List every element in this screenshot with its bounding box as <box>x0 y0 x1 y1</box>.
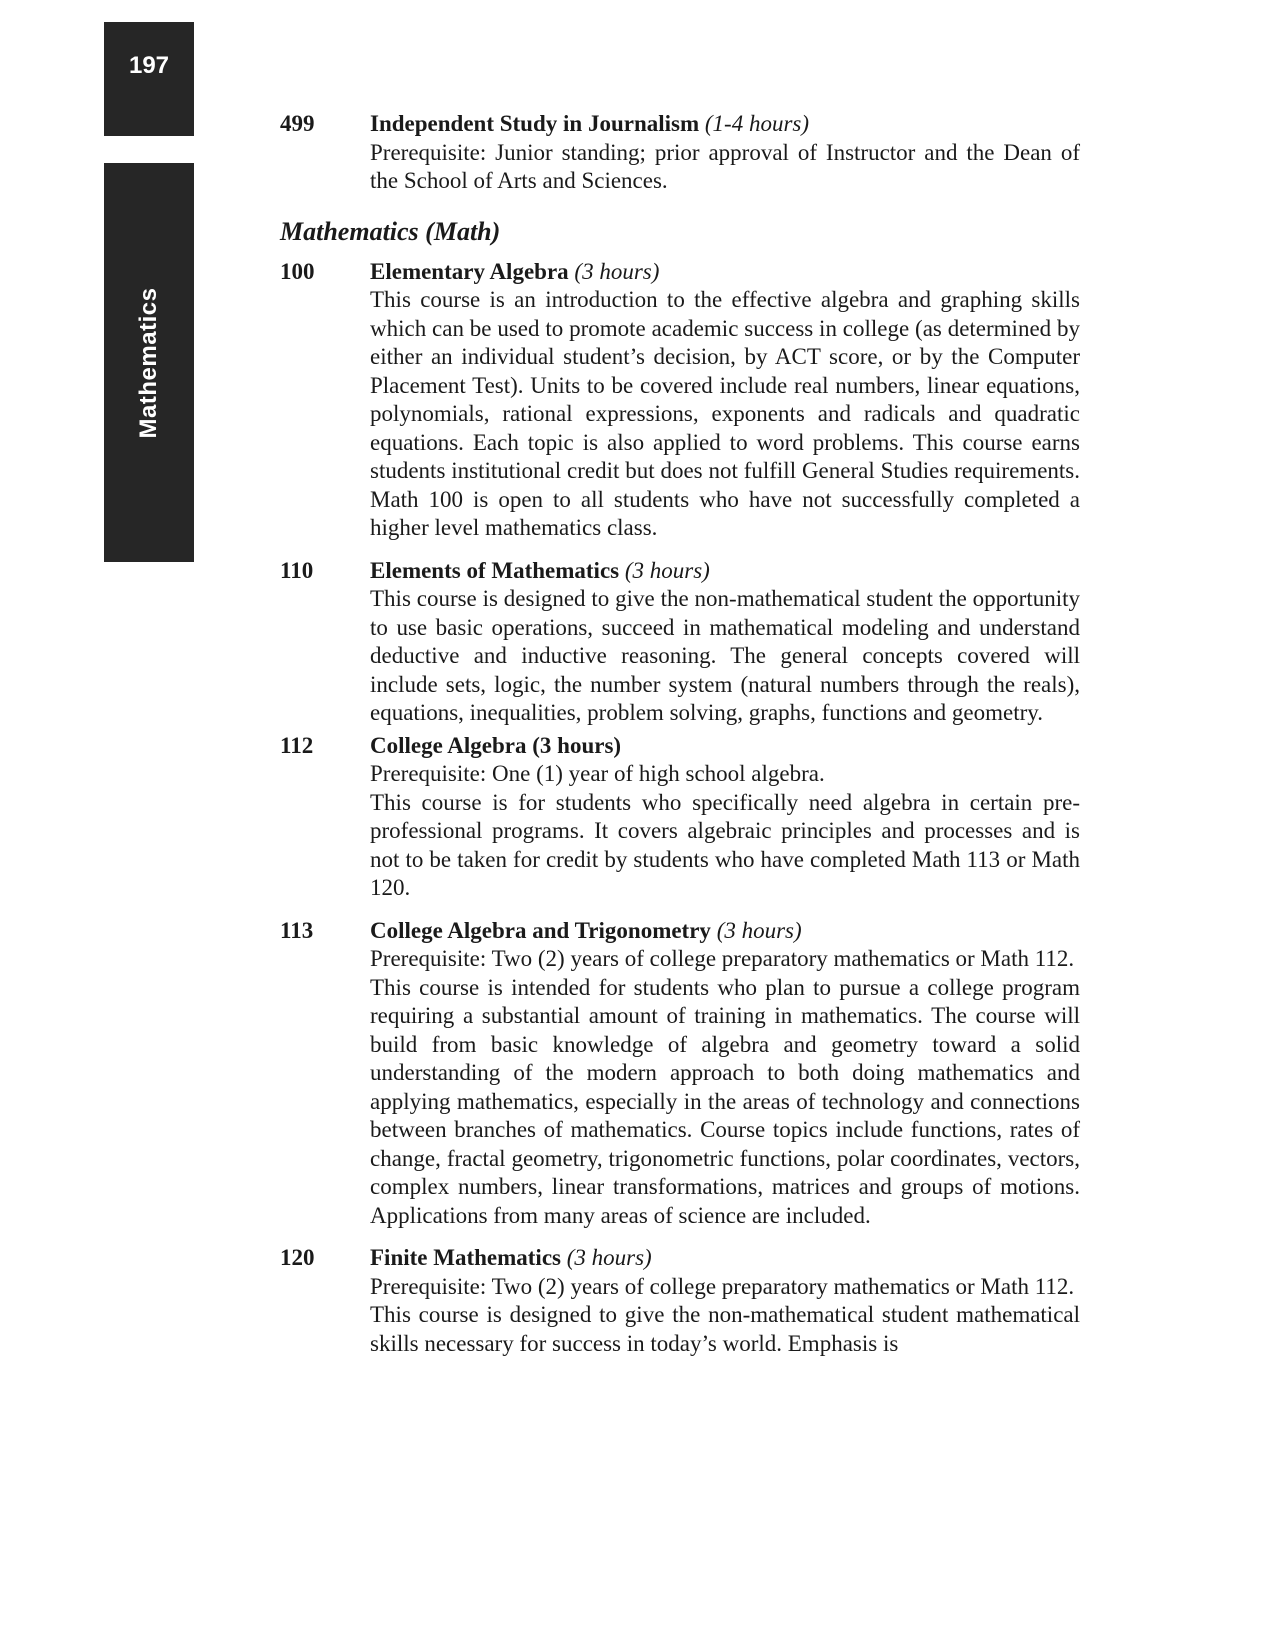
course-prerequisite: Prerequisite: Two (2) years of college preparatory mathematics or Math 112. <box>370 946 1075 971</box>
course-entry-113 <box>280 917 1080 1231</box>
course-hours: (3 hours) <box>532 732 622 758</box>
course-title: College Algebra <box>370 732 527 758</box>
course-number: 100 <box>280 258 315 284</box>
course-number: 110 <box>280 557 314 583</box>
course-description: This course is designed to give the non-mathematical student the opportunity to use basic operations, succeed in mathematical modeling and understand deductive and inductive reasoning. The general concepts covered will include sets, logic, the number system (natural numbers through the reals), equations, inequalities, problem solving, graphs, functions and geometry. <box>370 586 1080 725</box>
course-description: This course is an introduction to the effective algebra and graphing skills which can be used to promote academic success in college (as determined by either an individual student’s decision, by ACT score, or by the Computer Placement Test). Units to be covered include real numbers, linear equations, polynomials, rational expressions, exponents and radicals and quadratic equations. Each topic is also applied to word problems. This course earns students institutional credit but does not fulfill General Studies requirements. Math 100 is open to all students who have not successfully completed a higher level mathematics class. <box>370 287 1080 540</box>
course-title-line <box>370 1244 1080 1273</box>
course-number: 120 <box>280 1245 315 1270</box>
course-entry-499 <box>280 110 1080 196</box>
page-number: 197 <box>128 52 170 79</box>
course-description: This course is for students who specifically need algebra in certain pre-professional programs. It covers algebraic principles and processes and is not to be taken for credit by students who have completed Math 113 or Math 120. <box>370 789 1080 900</box>
course-hours: (3 hours) <box>566 1245 652 1270</box>
page-number-tab <box>104 22 194 136</box>
course-body <box>370 732 1080 903</box>
course-description: This course is designed to give the non-mathematical student mathematical skills necessary for success in today’s world. Emphasis is <box>370 1302 1080 1356</box>
section-tab <box>104 163 194 562</box>
course-hours: (3 hours) <box>716 917 802 943</box>
course-description: This course is intended for students who plan to pursue a college program requiring a substantial amount of training in mathematics. The course will build from basic knowledge of algebra and geometry toward a solid understanding of the modern approach to both doing mathematics and applying mathematics, especially in the areas of technology and connections between branches of mathematics. Course topics include functions, rates of change, fractal geometry, trigonometric functions, polar coordinates, vectors, complex numbers, linear transformations, matrices and groups of motions. Applications from many areas of science are included. <box>370 974 1080 1228</box>
course-entry-112 <box>280 732 1080 903</box>
course-prerequisite: Prerequisite: Two (2) years of college preparatory mathematics or Math 112. <box>370 1273 1075 1299</box>
course-body <box>370 110 1080 196</box>
course-hours: (3 hours) <box>624 557 710 583</box>
course-title-line <box>370 732 1080 761</box>
course-title-line <box>370 258 1080 287</box>
section-heading: Mathematics (Math) <box>280 216 501 246</box>
course-title-line <box>370 917 1080 946</box>
course-entry-120 <box>280 1244 1080 1358</box>
course-title: Elements of Mathematics <box>370 557 620 583</box>
course-number: 499 <box>280 111 315 136</box>
course-title: Finite Mathematics <box>370 1245 561 1270</box>
course-prerequisite: Prerequisite: One (1) year of high school algebra. <box>370 761 825 786</box>
course-title: College Algebra and Trigonometry <box>370 917 711 943</box>
course-entry-110 <box>280 557 1080 728</box>
course-body <box>370 557 1080 728</box>
course-hours: (3 hours) <box>574 258 660 284</box>
course-prerequisite: Prerequisite: Junior standing; prior approval of Instructor and the Dean of the School of Arts and Sciences. <box>370 139 1080 193</box>
course-title: Elementary Algebra <box>370 258 569 284</box>
section-tab-label: Mathematics <box>135 287 162 438</box>
course-title: Independent Study in Journalism <box>370 111 700 136</box>
course-body <box>370 917 1080 1231</box>
course-hours: (1-4 hours) <box>704 111 810 136</box>
course-entry-100 <box>280 258 1080 543</box>
catalog-content <box>280 110 1080 1358</box>
course-title-line <box>370 110 1080 139</box>
course-number: 113 <box>280 917 314 943</box>
course-body <box>370 258 1080 543</box>
course-number: 112 <box>280 732 314 758</box>
course-title-line <box>370 557 1080 586</box>
course-body <box>370 1244 1080 1358</box>
